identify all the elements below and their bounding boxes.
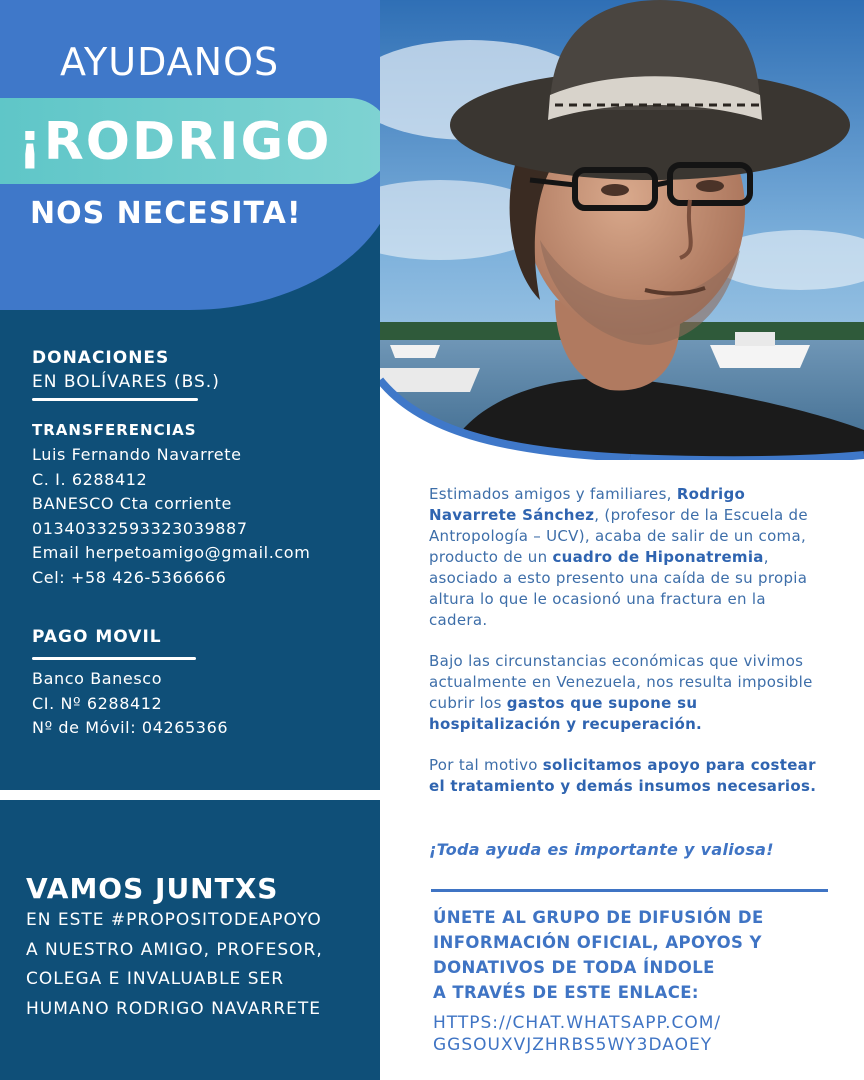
body-bold-run: solicitamos apoyo para costear el tratamiento y demás insumos necesarios. [429,756,817,795]
body-run: Estimados amigos y familiares, [429,485,677,503]
whatsapp-link[interactable] [433,1012,721,1056]
join-group-text [433,905,764,1005]
portrait-photo [380,0,864,460]
pago-movil-line: Nº de Móvil: 04265366 [32,718,229,737]
body-bold-run: gastos que supone su hospitalización y recuperación. [429,694,703,733]
header-rodrigo: ¡RODRIGO [18,112,332,172]
vamos-text [26,906,323,1024]
body-run: , (profesor de la Escuela de Antropología – UCV), acaba de salir de un coma, producto de un [429,506,808,566]
donaciones-underline [32,398,198,401]
header-necesita: NOS NECESITA! [30,196,302,231]
highlight-text: ¡Toda ayuda es importante y valiosa! [429,840,774,859]
section-divider [431,889,828,892]
donaciones-title: DONACIONES [32,348,170,368]
vamos-title: VAMOS JUNTXS [26,872,279,905]
body-run: Bajo las circunstancias económicas que vivimos actualmente en Venezuela, nos resulta imposible cubrir los [429,652,813,712]
transferencias-phone[interactable]: Cel: +58 426-5366666 [32,567,227,587]
whatsapp-link-line[interactable]: HTTPS://CHAT.WHATSAPP.COM/ [433,1013,722,1033]
pago-movil-underline [32,657,196,660]
join-line: INFORMACIÓN OFICIAL, APOYOS Y [433,933,762,952]
pago-movil-label: PAGO MOVIL [32,627,162,647]
body-paragraph-3 [429,755,829,797]
header-ayudanos: AYUDANOS [60,40,280,84]
vamos-line: A NUESTRO AMIGO, PROFESOR, [26,939,323,960]
whatsapp-link-line[interactable]: GGSOUXVJZHRBS5WY3DAOEY [433,1035,713,1055]
pago-movil-line: CI. Nº 6288412 [32,693,163,713]
portrait-photo-icon [380,0,864,460]
transferencias-line: Luis Fernando Navarrete [32,445,242,464]
body-run: , asociado a esto presento una caída de su propia altura lo que le ocasionó una fractura en la cadera. [429,548,808,629]
pago-movil-details [32,667,228,741]
transferencias-label: TRANSFERENCIAS [32,421,197,439]
body-bold-run: Rodrigo Navarrete Sánchez [429,485,746,524]
transferencias-line: C. I. 6288412 [32,469,148,489]
body-text [429,484,829,817]
body-bold-run: cuadro de Hiponatremia [552,548,764,566]
body-paragraph-1 [429,484,829,631]
join-line: A TRAVÉS DE ESTE ENLACE: [433,983,699,1002]
transferencias-line: BANESCO Cta corriente [32,494,232,513]
left-divider [0,790,380,800]
pago-movil-line: Banco Banesco [32,669,163,688]
transferencias-email[interactable]: Email herpetoamigo@gmail.com [32,543,311,562]
body-paragraph-2 [429,651,829,735]
join-line: ÚNETE AL GRUPO DE DIFUSIÓN DE [433,908,764,927]
body-run: Por tal motivo [429,756,543,774]
vamos-line: EN ESTE #PROPOSITODEAPOYO [26,910,322,930]
vamos-line: HUMANO RODRIGO NAVARRETE [26,998,322,1019]
transferencias-details [32,443,310,590]
transferencias-line: 01340332593323039887 [32,518,248,538]
donaciones-subtitle: EN BOLÍVARES (BS.) [32,372,220,392]
vamos-line: COLEGA E INVALUABLE SER [26,969,285,989]
join-line: DONATIVOS DE TODA ÍNDOLE [433,958,715,977]
